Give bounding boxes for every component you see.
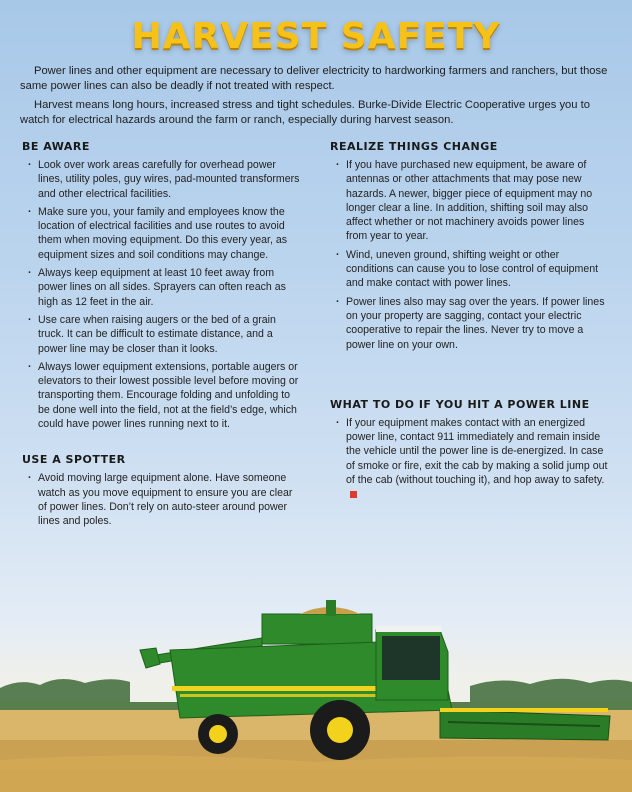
list-item: · Look over work areas carefully for overhead power lines, utility poles, guy wires, pad-mounted transformers and other electrical facilities. <box>22 158 300 201</box>
section-heading: BE AWARE <box>22 140 90 153</box>
grain-tank <box>262 614 372 644</box>
list-item: · Avoid moving large equipment alone. Have someone watch as you move equipment to ensure you are clear of power lines. Don’t rely on auto-steer around power lines and poles. <box>22 471 300 528</box>
list-item-text: If your equipment makes contact with an energized power line, contact 911 immediately and remain inside the vehicle until the power line is de-energized. In case of smoke or fire, exit the cab by making a solid jump out of the cab (without touching it), and hop away to safety. <box>346 416 608 487</box>
list-item: · Wind, uneven ground, shifting weight or other conditions can cause you to lose control of equipment and make contact with power lines. <box>330 248 608 291</box>
be-aware-section <box>22 140 300 431</box>
hit-line-section <box>330 398 608 502</box>
combine-harvester-scene <box>0 590 632 792</box>
left-column <box>22 140 300 533</box>
list-item: · If you have purchased new equipment, be aware of antennas or other attachments that may pose new hazards. A newer, bigger piece of equipment may no longer clear a line. In addition, shifting soil may also affect whether or not machinery avoids power lines from year to year. <box>330 158 608 244</box>
section-heading: REALIZE THINGS CHANGE <box>330 140 498 153</box>
intro-paragraph: Harvest means long hours, increased stress and tight schedules. Burke-Divide Electric Cooperative urges you to watch for electrical hazards around the farm or ranch, especially during harvest season. <box>20 99 590 126</box>
right-column <box>330 140 608 506</box>
list-item <box>330 416 608 502</box>
page-title: HARVEST SAFETY <box>131 16 501 57</box>
list-item: · Power lines also may sag over the years. If power lines on your property are sagging, contact your electric cooperative to repair the lines. Never try to move a power line on your own. <box>330 295 608 352</box>
section-heading: USE A SPOTTER <box>22 453 126 467</box>
list-item: · Use care when raising augers or the bed of a grain truck. It can be difficult to estimate distance, and a power line may be closer than it looks. <box>22 313 300 356</box>
intro-paragraph: Power lines and other equipment are necessary to deliver electricity to hardworking farmers and ranchers, but those same power lines can also be deadly if not treated with respect. <box>20 65 608 92</box>
list-item: · Always lower equipment extensions, portable augers or elevators to their lowest possible level before moving or transporting them. Encourage folding and unfolding to be done well into the field, not at the field’s edge, which could have power lines running next to it. <box>22 360 300 431</box>
list-item: · Always keep equipment at least 10 feet away from power lines on all sides. Sprayers can often reach as high as 12 feet in the air. <box>22 266 300 309</box>
intro <box>20 64 614 132</box>
end-mark-icon <box>350 491 357 498</box>
realize-section <box>330 140 608 352</box>
spotter-section <box>22 453 300 528</box>
list-item: · Make sure you, your family and employees know the location of electrical facilities and use routes to avoid them when moving equipment. Do this every year, as equipment sizes and soil conditions may change. <box>22 205 300 262</box>
section-heading: WHAT TO DO IF YOU HIT A POWER LINE <box>330 397 590 411</box>
